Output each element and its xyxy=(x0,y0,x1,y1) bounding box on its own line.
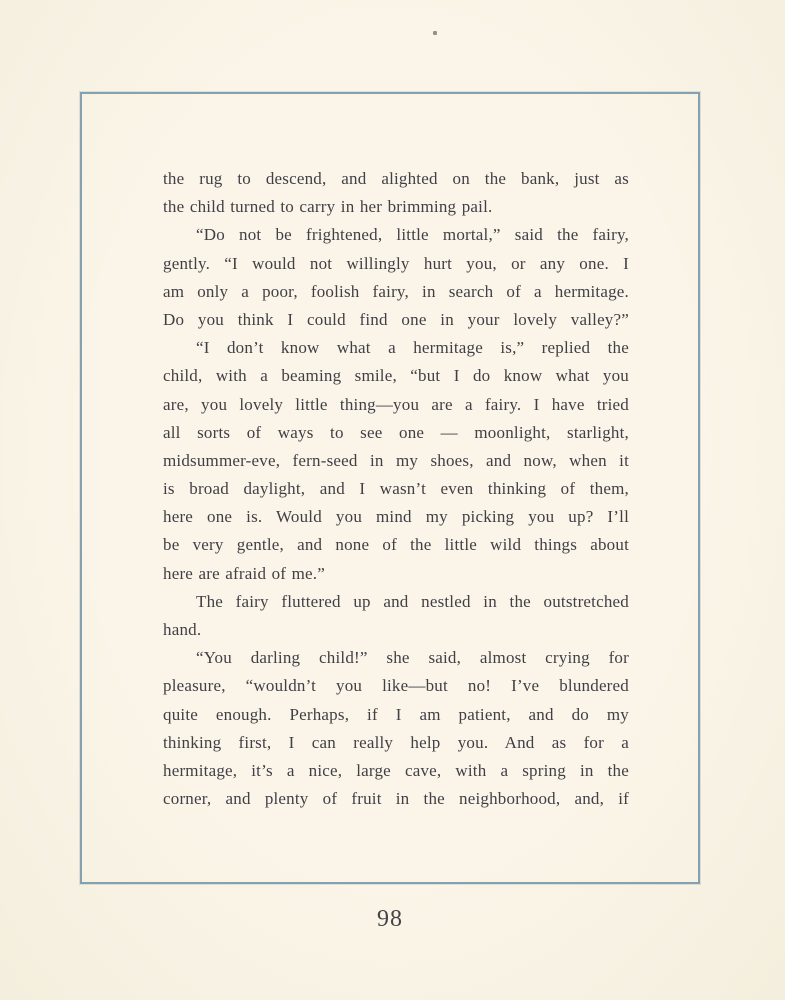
text-line: here one is. Would you mind my picking you up? I’ll xyxy=(163,507,629,527)
text-line: all sorts of ways to see one — moonlight, starlight, xyxy=(163,422,629,442)
text-line: is broad daylight, and I wasn’t even thinking of them, xyxy=(163,479,629,499)
ink-speck xyxy=(433,31,437,35)
text-line: “Do not be frightened, little mortal,” said the fairy, xyxy=(196,225,629,245)
text-line: the rug to descend, and alighted on the bank, just as xyxy=(163,169,629,188)
text-line: the child turned to carry in her brimming pail. xyxy=(163,197,493,217)
text-line: here are afraid of me.” xyxy=(163,563,325,583)
text-line: Do you think I could find one in your lovely valley?” xyxy=(163,309,629,329)
text-line: The fairy fluttered up and nestled in the outstretched xyxy=(196,591,629,611)
text-line: pleasure, “wouldn’t you like—but no! I’ve blundered xyxy=(163,676,629,696)
text-line: midsummer-eve, fern-seed in my shoes, and now, when it xyxy=(163,450,629,470)
text-line: “You darling child!” she said, almost crying for xyxy=(196,648,629,668)
page-number: 98 xyxy=(377,906,403,932)
text-line: be very gentle, and none of the little wild things about xyxy=(163,535,629,555)
page-text xyxy=(163,165,629,813)
text-line: gently. “I would not willingly hurt you, or any one. I xyxy=(163,253,629,273)
text-line: are, you lovely little thing—you are a fairy. I have tried xyxy=(163,394,629,414)
text-line: am only a poor, foolish fairy, in search of a hermitage. xyxy=(163,281,629,301)
text-line: quite enough. Perhaps, if I am patient, and do my xyxy=(163,704,629,724)
text-line: corner, and plenty of fruit in the neighborhood, and, if xyxy=(163,789,629,809)
text-line: thinking first, I can really help you. And as for a xyxy=(163,732,629,752)
text-line: hand. xyxy=(163,620,202,639)
text-line: child, with a beaming smile, “but I do know what you xyxy=(163,366,629,386)
text-line: “I don’t know what a hermitage is,” replied the xyxy=(196,338,629,358)
text-line: hermitage, it’s a nice, large cave, with a spring in the xyxy=(163,760,629,780)
